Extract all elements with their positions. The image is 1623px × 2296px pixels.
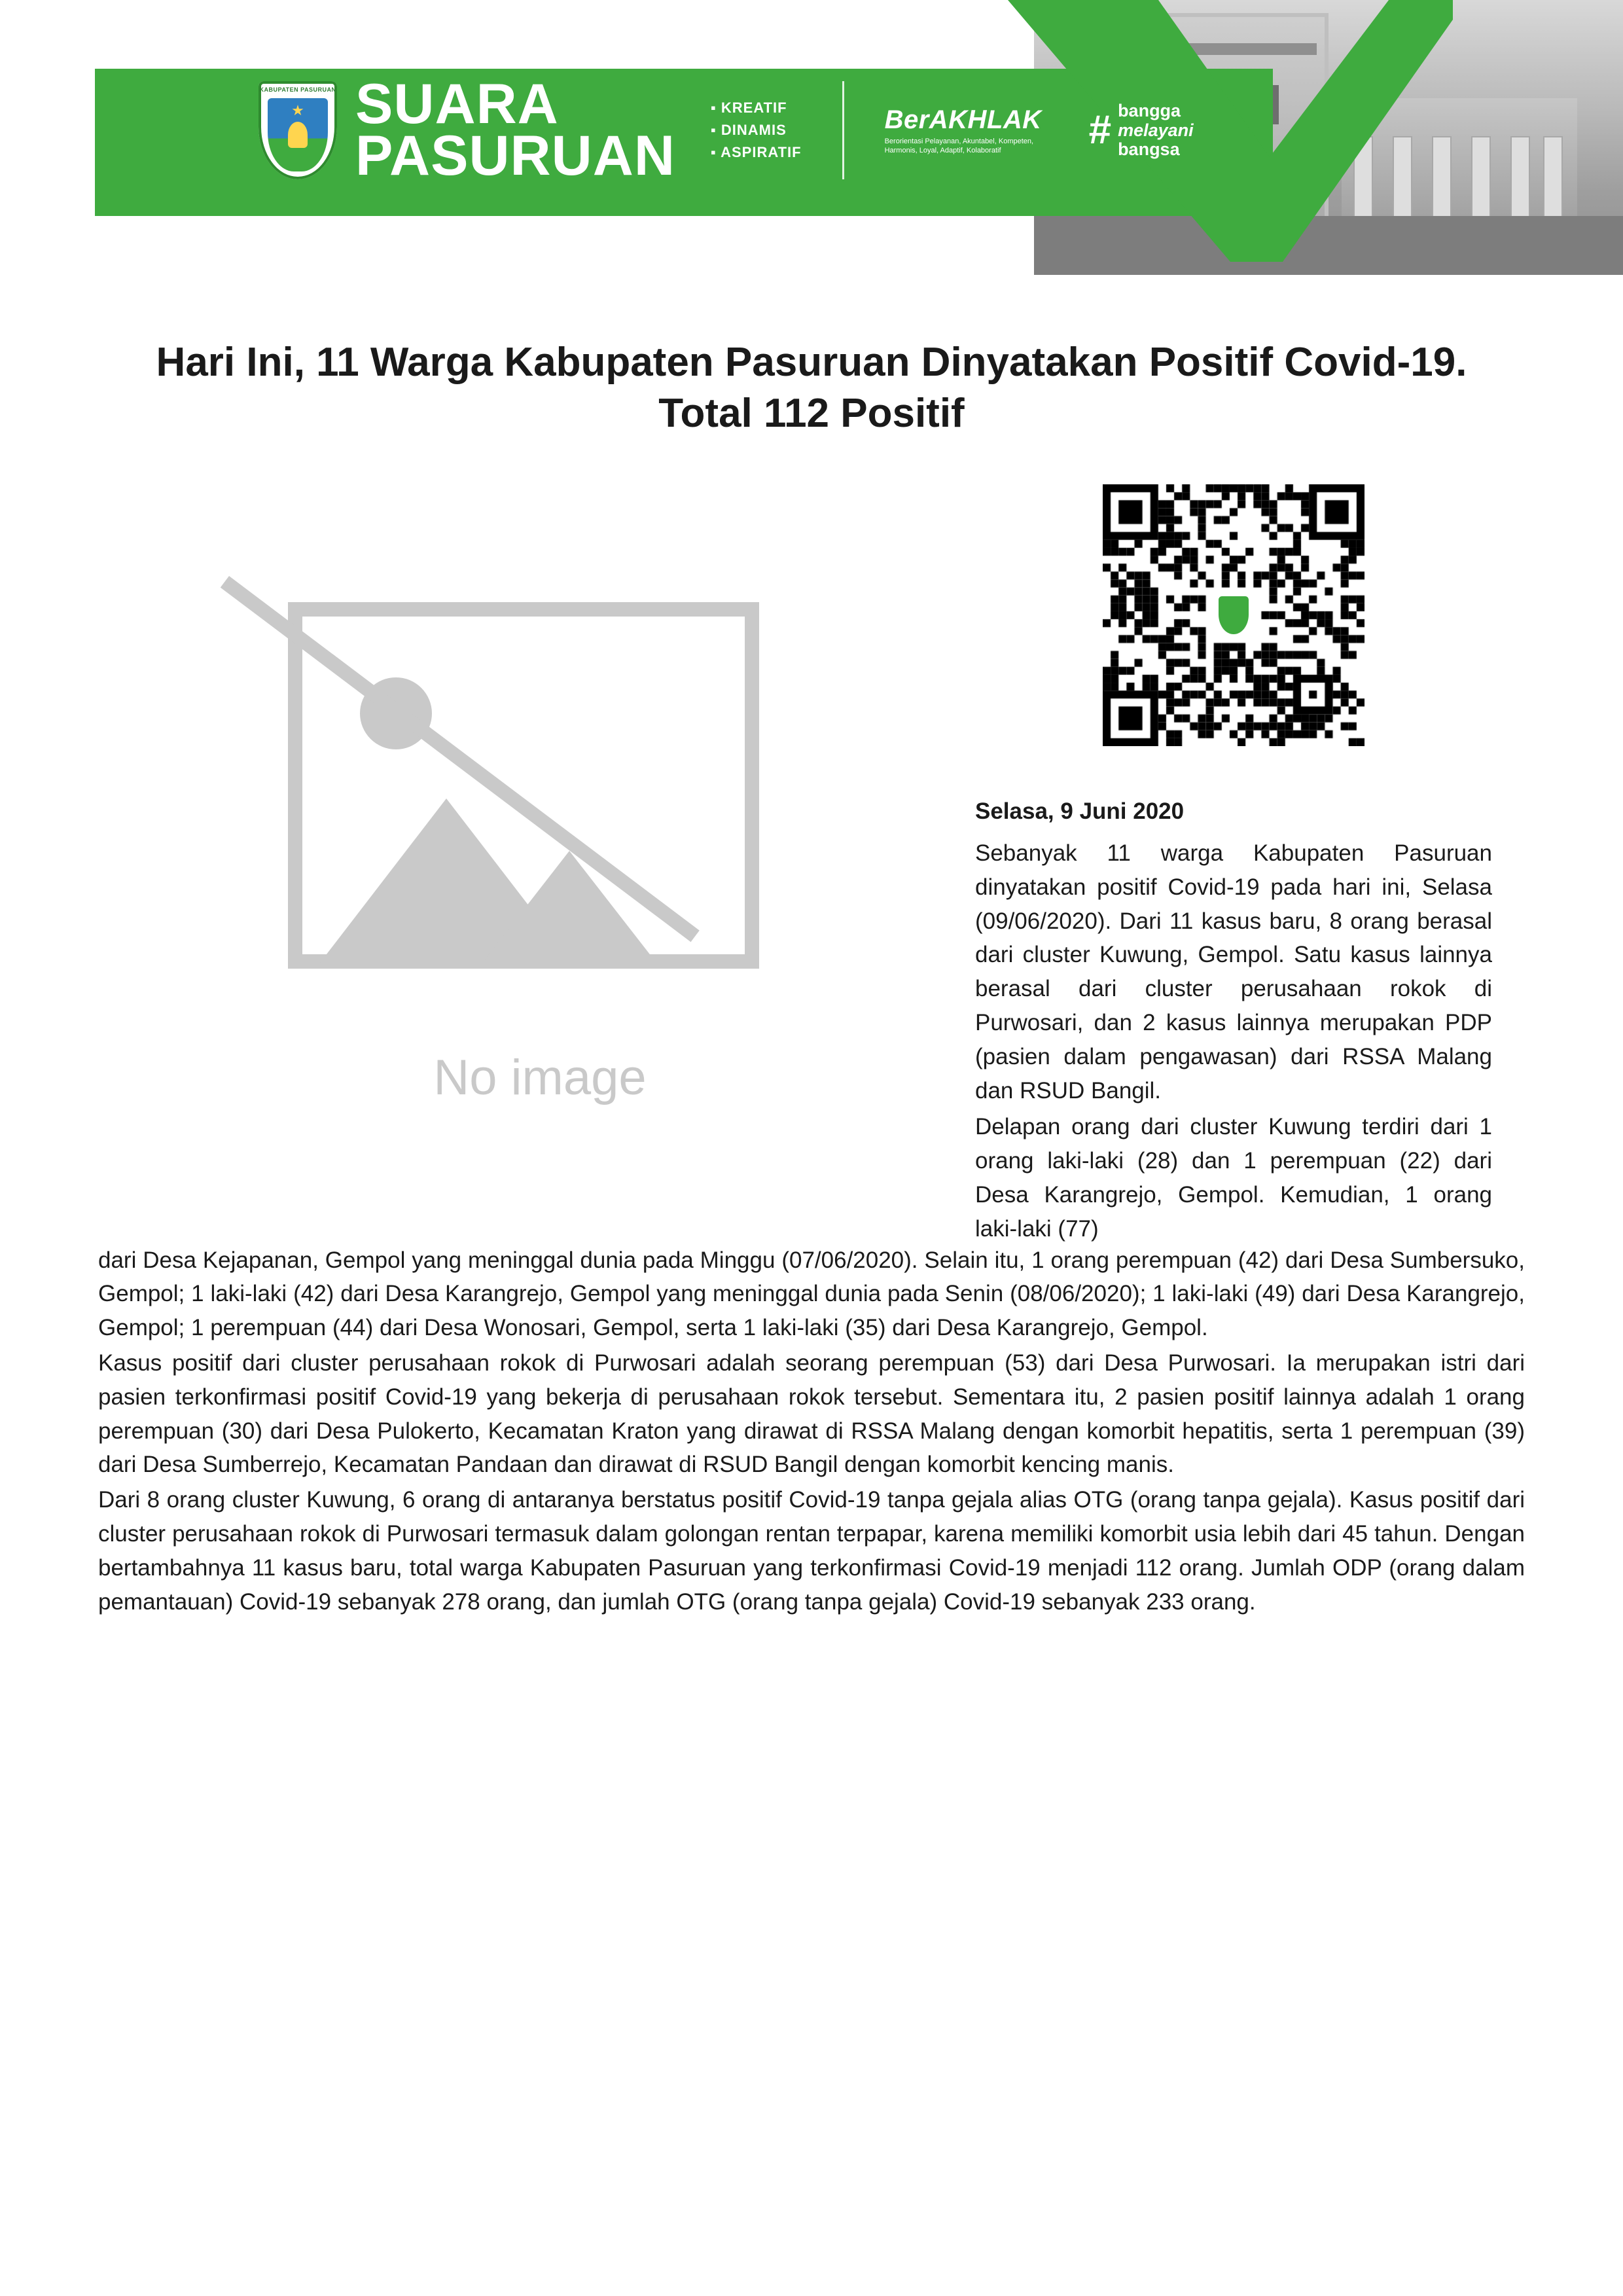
side-column — [975, 478, 1492, 1249]
tagline-item-3: ▪ ASPIRATIF — [711, 141, 802, 164]
hash-icon: # — [1088, 107, 1112, 153]
pasuruan-crest-icon: KABUPATEN PASURUAN ★ — [259, 81, 337, 179]
brand-line-1: SUARA — [355, 73, 559, 135]
paragraph: Sebanyak 11 warga Kabupaten Pasuruan dinyatakan positif Covid-19 pada hari ini, Selasa (09/06/2020). Dari 11 kasus baru, 8 orang berasal dari cluster Kuwung, Gempol. Satu kasus lainnya berasal dari cluster perusahaan rokok di Purwosari, dan 2 kasus lainnya merupakan PDP (pasien dalam pengawasan) dari RSSA Malang dan RSUD Bangil. — [975, 840, 1492, 1103]
brand-line-2: PASURUAN — [355, 124, 675, 188]
berakhlak-subtitle: Berorientasi Pelayanan, Akuntabel, Kompeten, Harmonis, Loyal, Adaptif, Kolaboratif — [884, 137, 1034, 154]
brand-tagline — [711, 97, 802, 164]
bangga-melayani-bangsa-logo — [1089, 101, 1194, 158]
tagline-item-2: ▪ DINAMIS — [711, 119, 802, 141]
berakhlak-title: BerAKHLAK — [884, 105, 1042, 134]
crest-top-label: KABUPATEN PASURUAN — [259, 86, 336, 94]
page-header — [0, 0, 1623, 275]
tagline-item-1: ▪ KREATIF — [711, 97, 802, 119]
brand-lockup — [259, 73, 1194, 188]
top-block — [98, 478, 1525, 1249]
bangga-line-1: bangga — [1118, 101, 1181, 121]
image-column — [98, 478, 975, 1132]
paragraph: Dari 8 orang cluster Kuwung, 6 orang di antaranya berstatus positif Covid-19 tanpa gejala alias OTG (orang tanpa gejala). Kasus positif dari cluster perusahaan rokok di Purwosari termasuk dalam golongan rentan terpapar, karena memiliki komorbit usia lebih dari 45 tahun. Dengan bertambahnya 11 kasus baru, total warga Kabupaten Pasuruan yang terkonfirmasi Covid-19 menjadi 112 orang. Jumlah ODP (orang dalam pemantauan) Covid-19 sebanyak 278 orang, dan jumlah OTG (orang tanpa gejala) Covid-19 sebanyak 233 orang. — [98, 1487, 1525, 1615]
image-placeholder — [170, 556, 910, 1132]
bangga-line-3: bangsa — [1118, 139, 1180, 159]
qr-center-crest-icon — [1213, 591, 1254, 639]
brand-wordmark — [355, 73, 675, 188]
article-body — [98, 1244, 1525, 1619]
vertical-divider — [842, 81, 844, 179]
berakhlak-logo — [885, 105, 1048, 156]
article-content — [0, 337, 1623, 1619]
paragraph: Kasus positif dari cluster perusahaan rokok di Purwosari adalah seorang perempuan (53) dari Desa Purwosari. Ia merupakan istri dari pasien terkonfirmasi positif Covid-19 yang bekerja di perusahaan rokok tersebut. Sementara itu, 2 pasien positif lainnya adalah 1 orang perempuan (30) dari Desa Pulokerto, Kecamatan Kraton yang dirawat di RSSA Malang dengan komorbit hepatitis, serta 1 perempuan (39) dari Desa Sumberrejo, Kecamatan Pandaan dan dirawat di RSUD Bangil dengan komorbit kencing manis. — [98, 1350, 1525, 1478]
article-dateline: Selasa, 9 Juni 2020 — [975, 798, 1185, 824]
image-placeholder-label: No image — [433, 1050, 647, 1105]
paragraph: dari Desa Kejapanan, Gempol yang meninggal dunia pada Minggu (07/06/2020). Selain itu, 1 orang perempuan (42) dari Desa Sumbersuko, Gempol; 1 laki-laki (42) dari Desa Karangrejo, Gempol yang meninggal dunia pada Senin (08/06/2020); 1 laki-laki (49) dari Desa Karangrejo, Gempol; 1 perempuan (44) dari Desa Wonosari, Gempol, serta 1 laki-laki (35) dari Desa Karangrejo, Gempol. — [98, 1247, 1525, 1341]
qr-code[interactable] — [1103, 484, 1364, 746]
bangga-line-2: melayani — [1118, 120, 1194, 140]
qr-wrap — [975, 484, 1492, 746]
paragraph: Delapan orang dari cluster Kuwung terdiri dari 1 orang laki-laki (28) dan 1 perempuan (22) dari Desa Karangrejo, Gempol. Kemudian, 1 orang laki-laki (77) — [975, 1114, 1492, 1242]
page-title: Hari Ini, 11 Warga Kabupaten Pasuruan Dinyatakan Positif Covid-19. Total 112 Positif — [156, 340, 1467, 436]
